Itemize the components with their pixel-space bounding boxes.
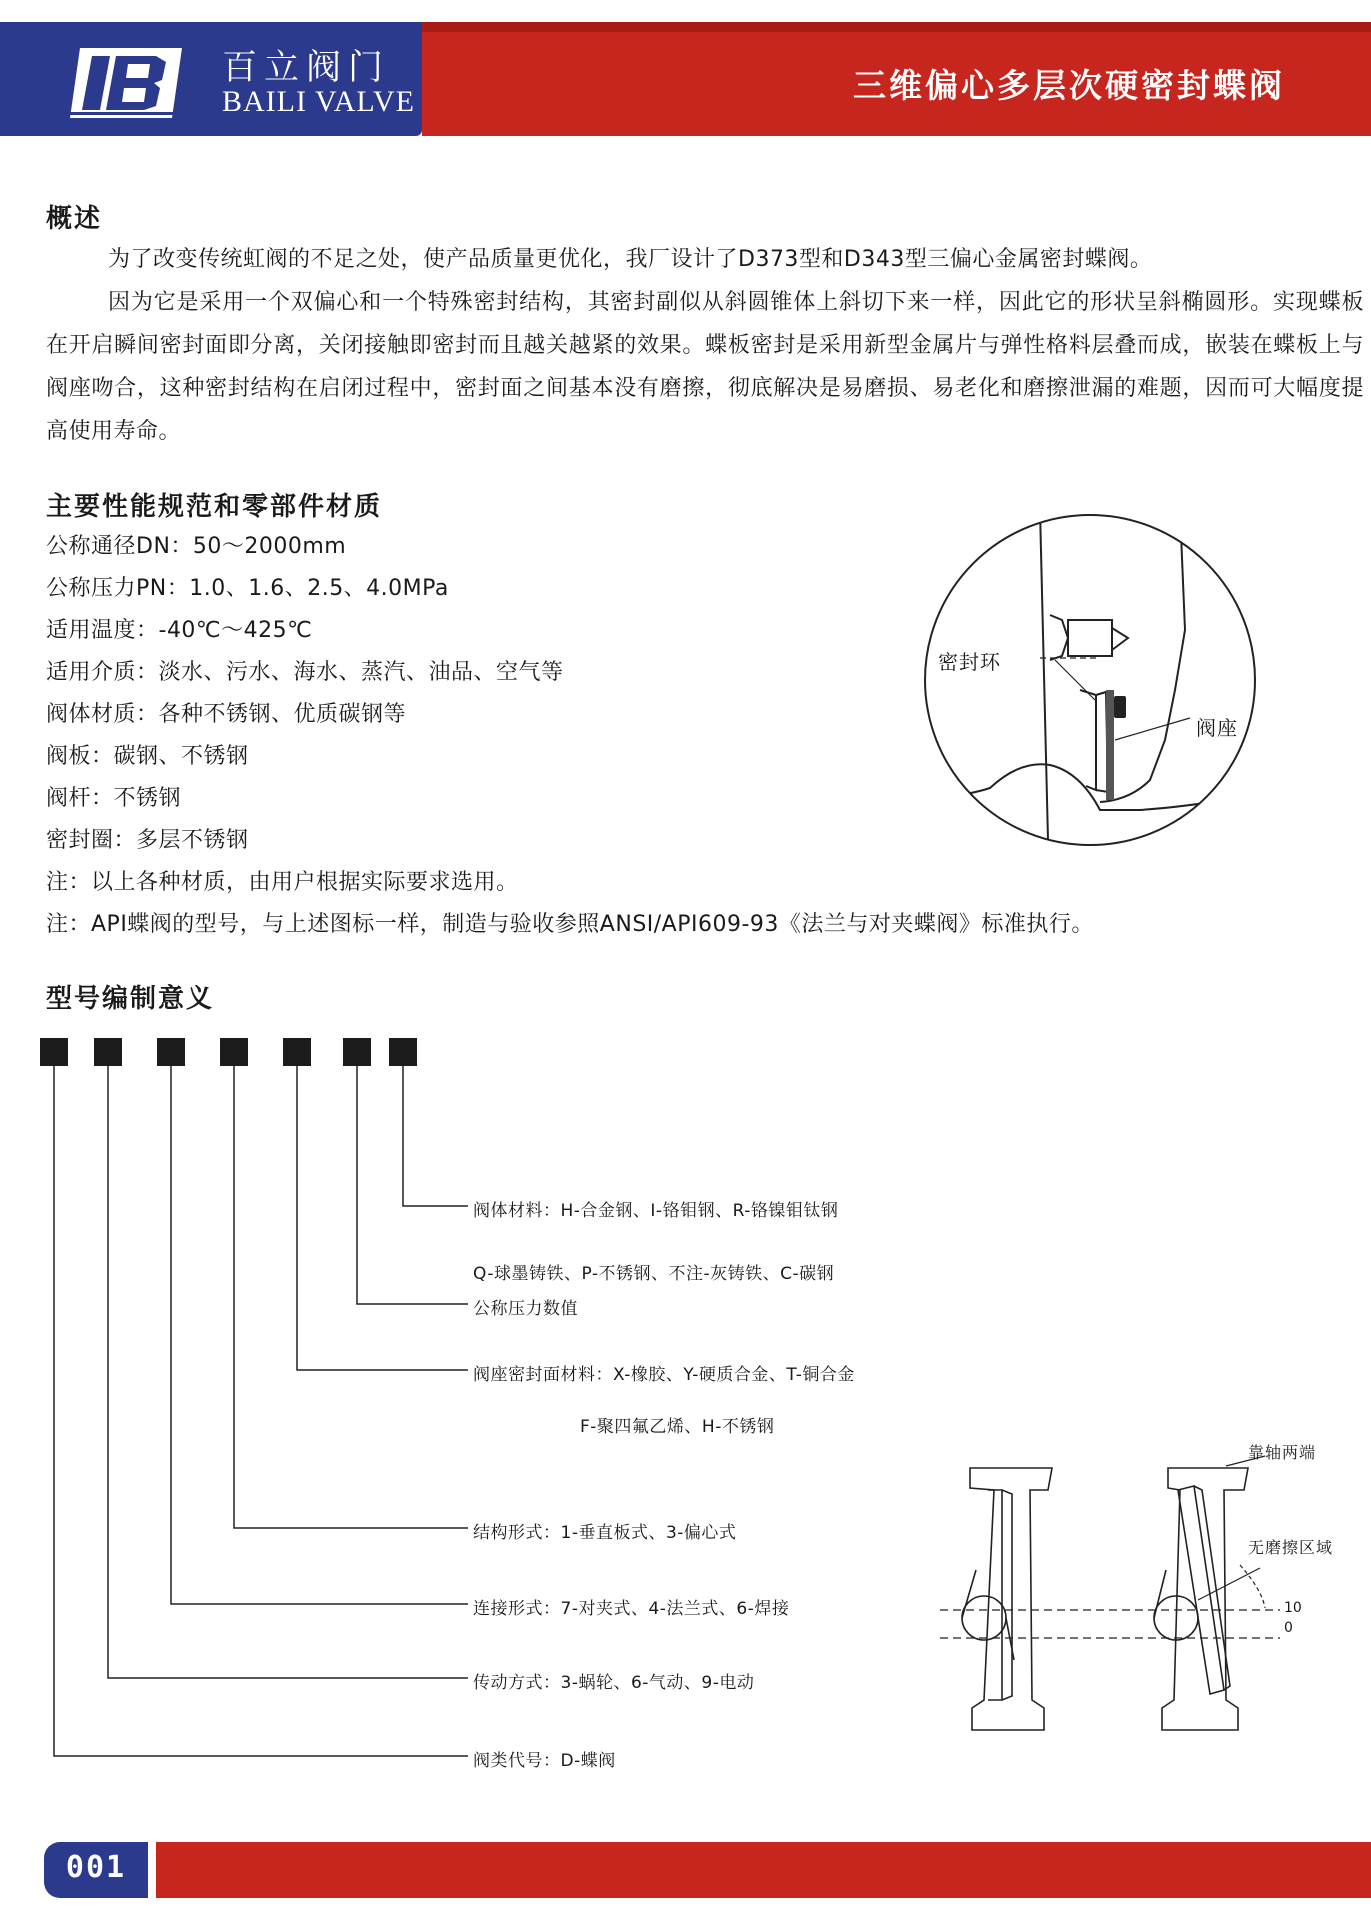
offset-mark-0: 0 bbox=[1284, 1620, 1293, 1636]
spec-disc-material: 阀板：碳钢、不锈钢 bbox=[46, 744, 249, 769]
brand-name-en: BAILI VALVE bbox=[222, 85, 415, 118]
offset-mark-10: 10 bbox=[1284, 1600, 1302, 1616]
overview-paragraph-1: 为了改变传统虹阀的不足之处，使产品质量更优化，我厂设计了D373型和D343型三偏心金属密封蝶阀。 bbox=[108, 247, 1153, 272]
code-box-7 bbox=[389, 1038, 417, 1066]
page-title: 三维偏心多层次硬密封蝶阀 bbox=[853, 66, 1285, 105]
code-label-seat-material: 阀座密封面材料：X-橡胶、Y-硬质合金、T-铜合金 bbox=[473, 1365, 855, 1385]
valve-seat-label: 阀座 bbox=[1196, 716, 1238, 740]
model-heading: 型号编制意义 bbox=[46, 984, 215, 1014]
spec-note-1: 注：以上各种材质，由用户根据实际要求选用。 bbox=[46, 870, 519, 895]
page-number: 001 bbox=[65, 1850, 127, 1885]
code-label-body-material: 阀体材料：H-合金钢、I-铬钼钢、R-铬镍钼钛钢 bbox=[473, 1201, 839, 1221]
code-box-3 bbox=[157, 1038, 185, 1066]
code-label-valve-type: 阀类代号：D-蝶阀 bbox=[473, 1751, 616, 1771]
overview-paragraph-2: 因为它是采用一个双偏心和一个特殊密封结构，其密封副似从斜圆锥体上斜切下来一样，因此它的形状呈斜椭圆形。实现蝶板在开启瞬间密封面即分离，关闭接触即密封而且越关越紧的效果。蝶板密封是采用新型金属片与弹性格料层叠而成，嵌装在蝶板上与阀座吻合，这种密封结构在启闭过程中，密封面之间基本没有磨擦，彻底解决是易磨损、易老化和磨擦泄漏的难题，因而可大幅度提高使用寿命。 bbox=[46, 290, 1364, 444]
code-label-structure: 结构形式：1-垂直板式、3-偏心式 bbox=[473, 1523, 737, 1543]
no-friction-zone-label: 无磨擦区域 bbox=[1248, 1538, 1334, 1557]
spec-nominal-pressure: 公称压力PN：1.0、1.6、2.5、4.0MPa bbox=[46, 576, 449, 601]
spec-nominal-diameter: 公称通径DN：50～2000mm bbox=[46, 534, 347, 559]
code-box-1 bbox=[40, 1038, 68, 1066]
code-box-6 bbox=[343, 1038, 371, 1066]
code-box-4 bbox=[220, 1038, 248, 1066]
code-label-pressure: 公称压力数值 bbox=[473, 1299, 578, 1319]
footer-band bbox=[156, 1842, 1371, 1898]
spec-stem-material: 阀杆：不锈钢 bbox=[46, 786, 182, 811]
baili-logo-icon bbox=[70, 48, 182, 118]
spec-seal-material: 密封圈：多层不锈钢 bbox=[46, 828, 249, 853]
specs-heading: 主要性能规范和零部件材质 bbox=[46, 492, 383, 522]
overview-heading: 概述 bbox=[46, 204, 103, 234]
spec-note-2: 注：API蝶阀的型号，与上述图标一样，制造与验收参照ANSI/API609-93《法兰与对夹蝶阀》标准执行。 bbox=[46, 912, 1094, 937]
seal-detail-diagram bbox=[900, 510, 1280, 870]
model-code-leader-lines bbox=[0, 1066, 480, 1776]
header-title-band-shade bbox=[422, 22, 1371, 32]
spec-medium: 适用介质：淡水、污水、海水、蒸汽、油品、空气等 bbox=[46, 660, 564, 685]
code-label-seat-material-cont: F-聚四氟乙烯、H-不锈钢 bbox=[580, 1417, 775, 1437]
shaft-ends-label: 靠轴两端 bbox=[1248, 1443, 1317, 1462]
spec-body-material: 阀体材质：各种不锈钢、优质碳钢等 bbox=[46, 702, 407, 727]
brand-name-cn: 百立阀门 bbox=[222, 48, 391, 88]
code-label-body-material-cont: Q-球墨铸铁、P-不锈钢、不注-灰铸铁、C-碳钢 bbox=[473, 1264, 835, 1284]
code-label-actuation: 传动方式：3-蜗轮、6-气动、9-电动 bbox=[473, 1673, 755, 1693]
code-box-5 bbox=[283, 1038, 311, 1066]
code-box-2 bbox=[94, 1038, 122, 1066]
spec-temperature: 适用温度：-40℃～425℃ bbox=[46, 618, 313, 643]
eccentric-offset-diagram bbox=[940, 1450, 1360, 1740]
code-label-connection: 连接形式：7-对夹式、4-法兰式、6-焊接 bbox=[473, 1599, 790, 1619]
seal-ring-label: 密封环 bbox=[938, 650, 1001, 674]
